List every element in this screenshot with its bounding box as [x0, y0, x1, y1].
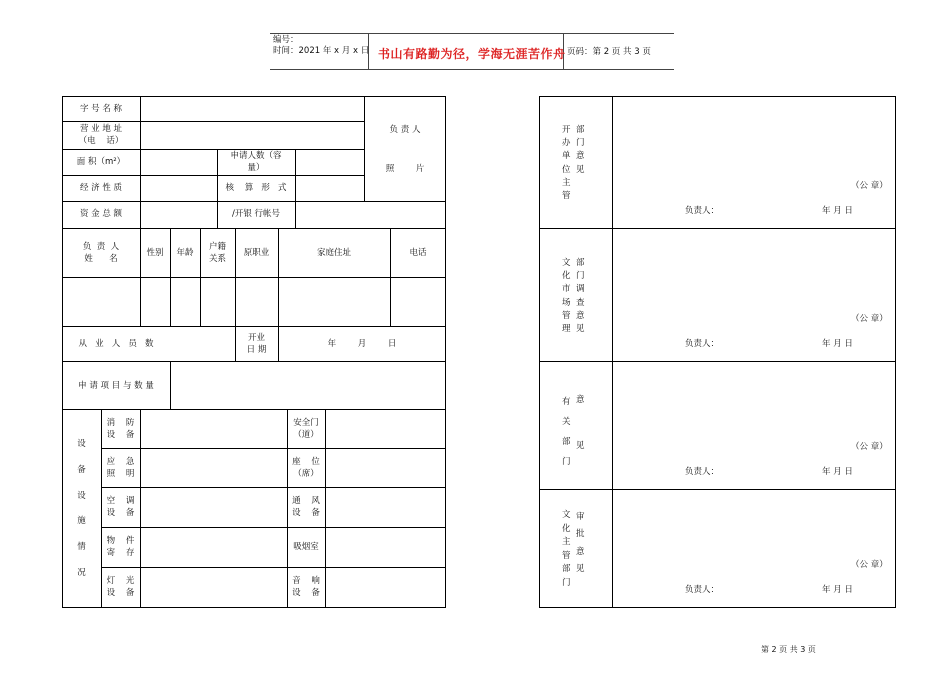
label-air-conditioning: 空 调 设 备	[106, 496, 135, 519]
section-title-col2: 意 见	[576, 395, 585, 452]
section-line	[539, 489, 896, 490]
official-seal-label: （公 章）	[851, 314, 888, 324]
official-seal-label: （公 章）	[851, 181, 888, 191]
row-line	[62, 175, 364, 176]
label-open-date: 开业 日 期	[246, 333, 267, 356]
row-line	[101, 487, 446, 488]
label-total-capital: 资 金 总 额	[79, 209, 123, 219]
label-business-name: 字 号 名 称	[79, 104, 123, 114]
col-line	[170, 361, 171, 409]
col-line	[295, 149, 296, 228]
header-bottom-rule	[270, 69, 674, 70]
col-line	[612, 96, 613, 608]
label-household: 户籍 关系	[208, 242, 226, 265]
row-line	[62, 121, 364, 122]
right-form-border	[539, 96, 896, 608]
label-capacity: 申请人数（容 量）	[230, 151, 282, 174]
section-title-col2: 部 门 调 查 意 见	[576, 258, 585, 334]
label-smoking-room: 吸烟室	[293, 542, 319, 552]
row-line	[101, 527, 446, 528]
row-line	[101, 567, 446, 568]
section-title-col1: 文 化 市 场 管 理	[562, 258, 571, 334]
row-line	[62, 201, 446, 202]
label-seats: 座 位 （席）	[292, 457, 320, 480]
col-line	[140, 96, 141, 231]
col-line	[390, 228, 391, 327]
date-label: 年 月 日	[822, 467, 853, 477]
section-line	[539, 361, 896, 362]
footer-page-number: 第 2 页 共 3 页	[761, 645, 816, 654]
label-accounting-form: 核 算 形 式	[225, 183, 287, 193]
label-emergency-lighting: 应 急 照 明	[106, 457, 135, 480]
header-top-rule	[270, 33, 674, 34]
row-line	[62, 361, 446, 362]
signatory-label: 负责人：	[685, 206, 720, 216]
label-safety-door: 安全门 （道）	[293, 418, 319, 441]
page-indicator: 页码：第 2 页 共 3 页	[567, 47, 651, 57]
label-fire-equipment: 消 防 设 备	[106, 418, 135, 441]
row-line	[62, 326, 446, 327]
open-date-fields: 年 月 日	[327, 339, 397, 349]
signatory-label: 负责人：	[685, 585, 720, 595]
doc-time: 时间：2021 年 x 月 x 日	[273, 46, 370, 56]
label-lighting-equipment: 灯 光 设 备	[106, 576, 135, 599]
date-label: 年 月 日	[822, 339, 853, 349]
section-title-col2: 审 批 意 见	[576, 512, 585, 575]
row-line	[62, 149, 364, 150]
col-line	[140, 409, 141, 608]
section-title-col2: 部 门 意 见	[576, 125, 585, 175]
label-responsible-person: 负 责 人	[389, 125, 421, 135]
date-label: 年 月 日	[822, 206, 853, 216]
date-label: 年 月 日	[822, 585, 853, 595]
label-photo: 照 片	[385, 164, 425, 174]
section-line	[539, 228, 896, 229]
doc-number: 编号：	[273, 35, 299, 45]
row-line	[101, 448, 446, 449]
label-occupation: 原职业	[243, 248, 270, 258]
row-line	[62, 409, 446, 410]
col-line	[235, 228, 236, 327]
section-title-col1: 开 办 单 位 主 管	[562, 125, 571, 201]
label-age: 年龄	[176, 248, 194, 258]
official-seal-label: （公 章）	[851, 442, 888, 452]
col-line	[170, 228, 171, 327]
label-storage: 物 件 寄 存	[106, 536, 135, 559]
label-business-address: 营 业 地 址 （电 话）	[78, 124, 124, 147]
row-line	[62, 277, 446, 278]
header-motto: 书山有路勤为径，学海无涯苦作舟	[378, 47, 566, 61]
label-ventilation: 通 风 设 备	[292, 496, 320, 519]
label-economic-nature: 经 济 性 质	[79, 183, 123, 193]
col-line	[364, 96, 365, 201]
col-line	[140, 228, 141, 327]
label-gender: 性别	[146, 248, 164, 258]
section-title-col1: 有 关 部 门	[562, 397, 571, 467]
label-audio-equipment: 音 响 设 备	[292, 576, 320, 599]
label-staff-count: 从 业 人 员 数	[78, 339, 154, 349]
label-apply-items: 申 请 项 目 与 数 量	[78, 381, 154, 391]
row-line	[62, 228, 446, 229]
label-facilities: 设 备 设 施 情 况	[77, 439, 86, 579]
col-line	[325, 409, 326, 608]
official-seal-label: （公 章）	[851, 560, 888, 570]
label-home-address: 家庭住址	[316, 248, 351, 258]
label-bank-account: /开银 行帐号	[231, 209, 281, 219]
signatory-label: 负责人：	[685, 339, 720, 349]
signatory-label: 负责人：	[685, 467, 720, 477]
section-title-col1: 文 化 主 管 部 门	[562, 510, 571, 588]
label-person-name: 负 责 人 姓 名	[82, 242, 120, 265]
label-area: 面 积（m²）	[76, 157, 126, 167]
label-phone: 电话	[409, 248, 427, 258]
